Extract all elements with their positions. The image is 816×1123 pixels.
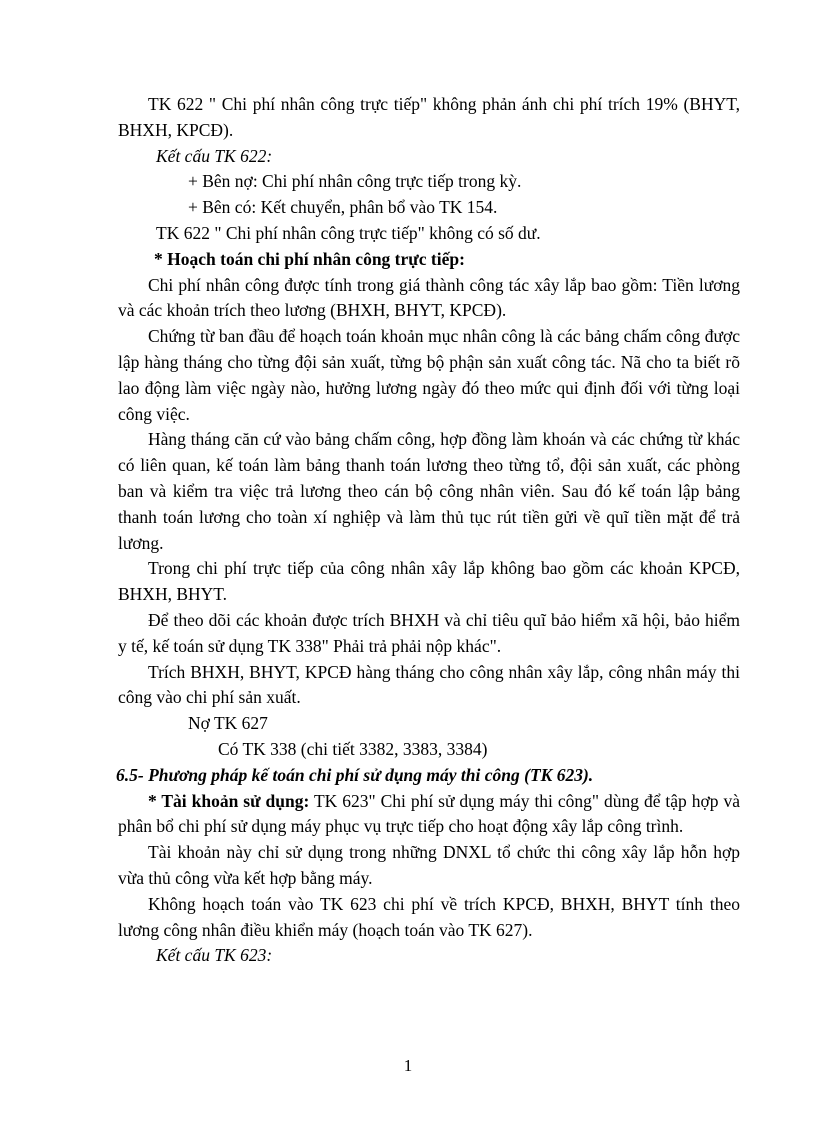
account-used-text: TK 623" Chi phí sử dụng máy thi công" dùng để tập hợp và phân bổ chi phí sử dụng máy phục vụ trực tiếp cho hoạt động xây lắp công trình. — [118, 790, 740, 837]
paragraph-dnxl: Tài khoản này chỉ sử dụng trong những DNXL tổ chức thi công xây lắp hỗn hợp vừa thủ công vừa kết hợp bằng máy. — [118, 842, 740, 888]
section-heading-labor-cost: * Hoạch toán chi phí nhân công trực tiếp: — [154, 248, 465, 269]
paragraph-monthly-deduction: Trích BHXH, BHYT, KPCĐ hàng tháng cho công nhân xây lắp, công nhân máy thi công vào chi phí sản xuất. — [118, 661, 740, 708]
section-heading-6-5: 6.5- Phương pháp kế toán chi phí sử dụng máy thi công (TK 623). — [116, 764, 594, 785]
paragraph-monthly-payroll: Hàng tháng căn cứ vào bảng chấm công, hợp đồng làm khoán và các chứng từ khác có liên quan, kế toán làm bảng thanh toán lương theo từng tổ, đội sản xuất, các phòng ban và kiểm tra việc trả lương theo cán bộ công nhân viên. Sau đó kế toán lập bảng thanh toán lương cho toàn xí nghiệp và làm thủ tục rút tiền gửi về quĩ tiền mặt để trả lương. — [118, 429, 740, 553]
paragraph-labor-cost: Chi phí nhân công được tính trong giá thành công tác xây lắp bao gồm: Tiền lương và các khoản trích theo lương (BHXH, BHYT, KPCĐ). — [118, 274, 740, 321]
entry-credit: Có TK 338 (chi tiết 3382, 3383, 3384) — [218, 738, 488, 759]
list-item-ben-no: + Bên nợ: Chi phí nhân công trực tiếp trong kỳ. — [188, 171, 522, 192]
document-page — [118, 92, 740, 969]
paragraph-timesheet: Chứng từ ban đầu để hoạch toán khoản mục nhân công là các bảng chấm công được lập hàng tháng cho từng đội sản xuất, từng bộ phận sản xuất công tác. Nã cho ta biết rõ lao động làm việc ngày nào, hưởng lương ngày đó theo mức qui định đối với từng loại công việc. — [118, 326, 740, 424]
paragraph-tk338: Để theo dõi các khoản được trích BHXH và chỉ tiêu quĩ bảo hiểm xã hội, bảo hiểm y tế, kế toán sử dụng TK 338" Phải trả phải nộp khác". — [118, 609, 740, 656]
paragraph-tk623-exclusion: Không hoạch toán vào TK 623 chi phí về trích KPCĐ, BHXH, BHYT tính theo lương công nhân điều khiển máy (hoạch toán vào TK 627). — [118, 893, 740, 940]
heading-ket-cau-tk622: Kết cấu TK 622: — [156, 145, 273, 166]
paragraph-tk622-note: TK 622 " Chi phí nhân công trực tiếp" không phản ánh chi phí trích 19% (BHYT, BHXH, KPCĐ). — [118, 94, 740, 140]
page-number: 1 — [403, 1056, 413, 1075]
paragraph-tk622-no-balance: TK 622 " Chi phí nhân công trực tiếp" không có số dư. — [156, 222, 541, 243]
account-used-label: * Tài khoản sử dụng: — [148, 790, 310, 811]
paragraph-excluded-items: Trong chi phí trực tiếp của công nhân xây lắp không bao gồm các khoản KPCĐ, BHXH, BHYT. — [118, 558, 740, 605]
entry-debit: Nợ TK 627 — [188, 713, 268, 734]
list-item-ben-co: + Bên có: Kết chuyển, phân bổ vào TK 154. — [188, 197, 498, 218]
heading-ket-cau-tk623: Kết cấu TK 623: — [156, 945, 273, 966]
paragraph-account-used — [118, 789, 740, 841]
